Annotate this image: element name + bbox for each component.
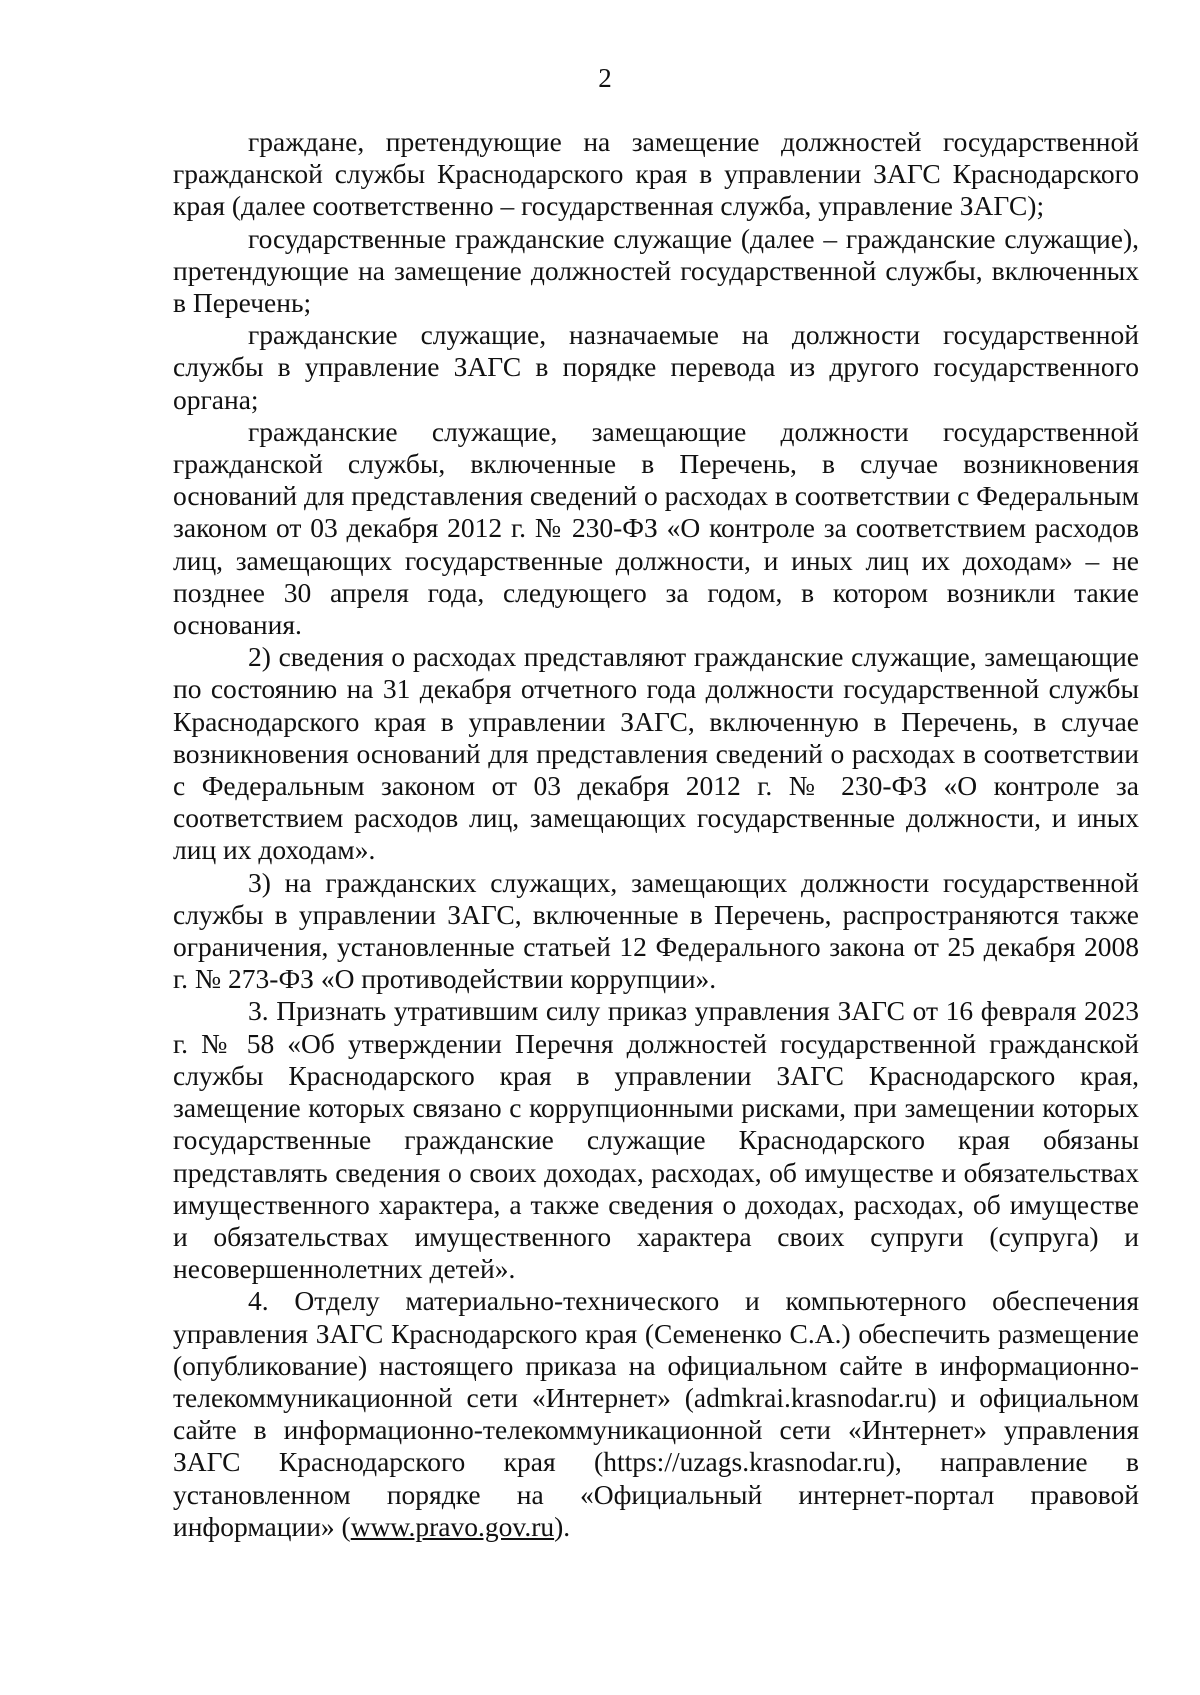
pravo-gov-link[interactable]: www.pravo.gov.ru xyxy=(350,1510,555,1542)
document-body xyxy=(173,126,1139,1543)
paragraph-item-3-restrictions: 3) на гражданских служащих, замещающих должности государственной службы в управлении ЗАГС, включенные в Перечень, распространяются также ограничения, установленные статьей 12 Федерального закона от 25 декабря 2008 г. № 273-ФЗ «О противодействии коррупции». xyxy=(173,866,1139,995)
paragraph-servants-expenses-grounds: гражданские служащие, замещающие должности государственной гражданской службы, включенные в Перечень, в случае возникновения оснований для представления сведений о расходах в соответствии с Федеральным законом от 03 декабря 2012 г. № 230-ФЗ «О контроле за соответствием расходов лиц, замещающих государственные должности, и иных лиц их доходам» – не позднее 30 апреля года, следующего за годом, в котором возникли такие основания. xyxy=(173,415,1139,641)
publication-text: 4. Отделу материально-технического и компьютерного обеспечения управления ЗАГС Краснодарского края (Семененко С.А.) обеспечить размещение (опубликование) настоящего приказа на официальном сайте в информационно-телекоммуникационной сети «Интернет» (admkrai.krasnodar.ru) и официальном сайте в информационно-телекоммуникационной сети «Интернет» управления ЗАГС Краснодарского края (https://uzags.krasnodar.ru), направление в установленном порядке на «Официальный интернет-портал правовой информации» ( xyxy=(173,1285,1139,1542)
page-number: 2 xyxy=(598,63,612,93)
paragraph-item-2-expenses: 2) сведения о расходах представляют гражданские служащие, замещающие по состоянию на 31 декабря отчетного года должности государственной службы Краснодарского края в управлении ЗАГС, включенную в Перечень, в случае возникновения оснований для представления сведений о расходах в соответствии с Федеральным законом от 03 декабря 2012 г. № 230-ФЗ «О контроле за соответствием расходов лиц, замещающих государственные должности, и иных лиц их доходам». xyxy=(173,641,1139,866)
paragraph-transferred-servants: гражданские служащие, назначаемые на должности государственной службы в управление ЗАГС в порядке перевода из другого государственного органа; xyxy=(173,319,1139,415)
paragraph-point-4-publication xyxy=(173,1285,1139,1543)
paragraph-citizens-applicants: граждане, претендующие на замещение должностей государственной гражданской службы Краснодарского края в управлении ЗАГС Краснодарского края (далее соответственно – государственная служба, управление ЗАГС); xyxy=(173,126,1139,222)
publication-text-end: ). xyxy=(554,1510,571,1542)
paragraph-civil-servants-applicants: государственные гражданские служащие (далее – гражданские служащие), претендующие на замещение должностей государственной службы, включенных в Перечень; xyxy=(173,222,1139,319)
paragraph-point-3-repeal: 3. Признать утратившим силу приказ управления ЗАГС от 16 февраля 2023 г. № 58 «Об утверждении Перечня должностей государственной гражданской службы Краснодарского края в управлении ЗАГС Краснодарского края, замещение которых связано с коррупционными рисками, при замещении которых государственные гражданские служащие Краснодарского края обязаны представлять сведения о своих доходах, расходах, об имуществе и обязательствах имущественного характера, а также сведения о доходах, расходах, об имуществе и обязательствах имущественного характера своих супруги (супруга) и несовершеннолетних детей». xyxy=(173,995,1139,1285)
